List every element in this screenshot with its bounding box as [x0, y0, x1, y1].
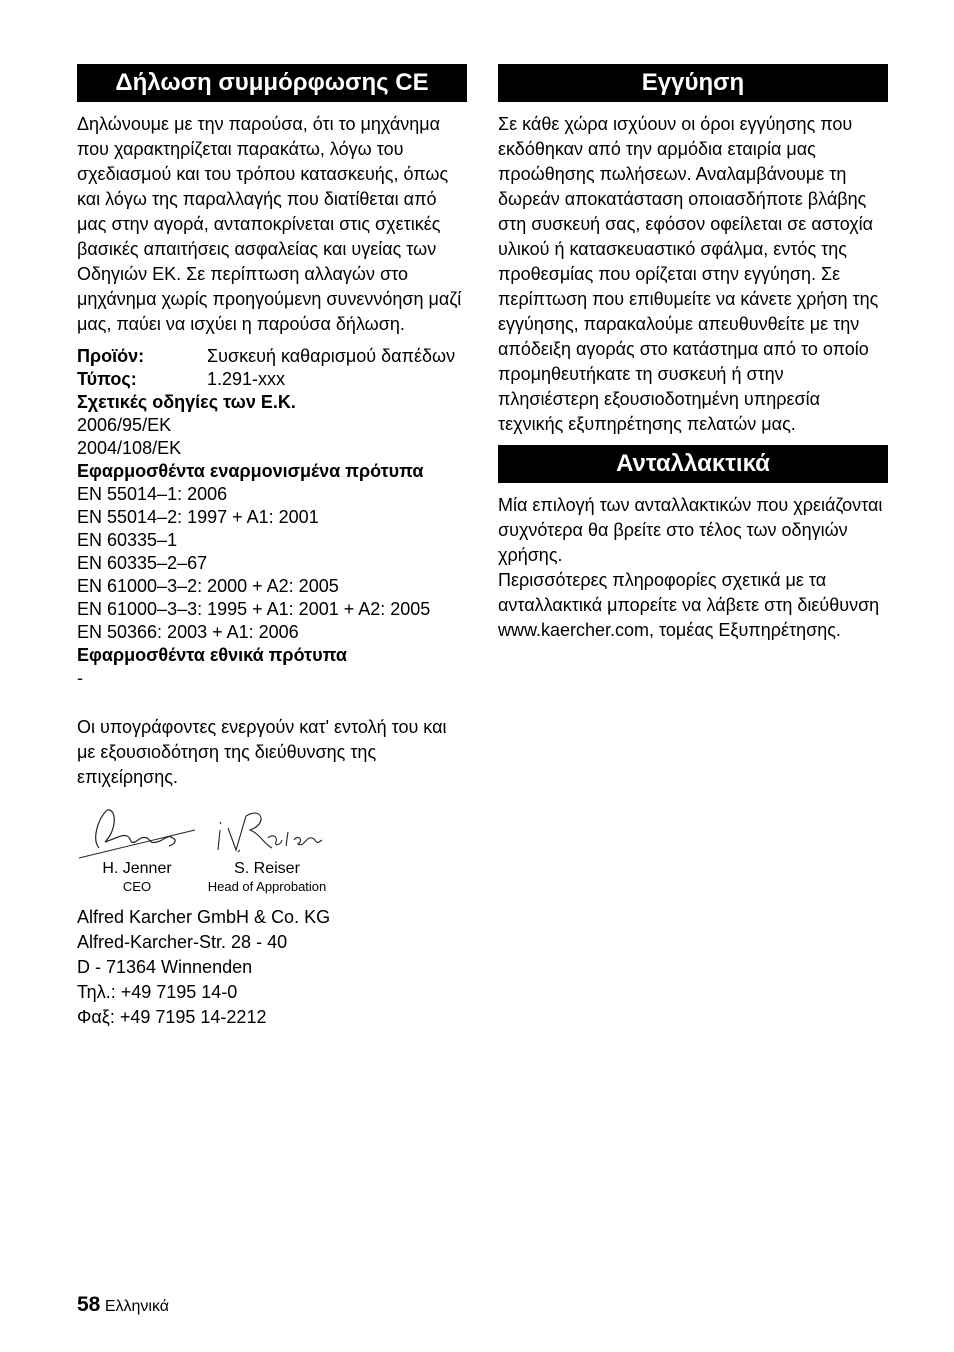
handwritten-signature-jenner — [77, 800, 197, 860]
type-row — [77, 368, 467, 391]
signatories-statement: Οι υπογράφοντες ενεργούν κατ' εντολή του και με εξουσιοδότηση της διεύθυνσης της επιχείρησης. — [77, 717, 447, 787]
spare-parts-text: Μία επιλογή των ανταλλακτικών που χρειάζονται συχνότερα θα βρείτε στο τέλος των οδηγιών χρήσης. — [498, 495, 883, 565]
handwritten-signature-reiser — [202, 800, 332, 860]
declaration-heading: Δήλωση συμμόρφωσης CE — [77, 64, 467, 102]
signer-role: Head of Approbation — [207, 879, 327, 894]
standard-item: EN 61000–3–3: 1995 + A1: 2001 + A2: 2005 — [77, 599, 431, 619]
directive-item: 2006/95/EK — [77, 415, 172, 435]
standard-item: EN 60335–2–67 — [77, 553, 208, 573]
signer-role: CEO — [122, 879, 152, 894]
type-label: Τύπος: — [77, 369, 137, 389]
warranty-heading: Εγγύηση — [498, 64, 888, 102]
standard-item: EN 60335–1 — [77, 530, 178, 550]
spare-parts-info: Περισσότερες πληροφορίες σχετικά με τα ανταλλακτικά μπορείτε να λάβετε στη διεύθυνση www.kaercher.com, τομέας Εξυπηρέτησης. — [498, 570, 880, 640]
declaration-intro: Δηλώνουμε με την παρούσα, ότι το μηχάνημα που χαρακτηρίζεται παρακάτω, λόγω του σχεδιασμού και του τρόπου κατασκευής, όπως και λόγω της παραλλαγής που διατίθεται από μας στην αγορά, ανταποκρίνεται στις σχετικές βασικές απαιτήσεις ασφαλείας και υγείας των Οδηγιών ΕΚ. Σε περίπτωση αλλαγών στο μηχάνημα χωρίς προηγούμενη συνεννόηση μαζί μας, παύει να ισχύει η παρούσα δήλωση. — [77, 114, 462, 334]
warranty-text: Σε κάθε χώρα ισχύουν οι όροι εγγύησης που εκδόθηκαν από την αρμόδια εταιρία μας προώθησης πωλήσεων. Αναλαμβάνουμε τη δωρεάν αποκατάσταση οποιασδήποτε βλάβης στη συσκευή σας, εφόσον οφείλεται σε αστοχία υλικού ή κατασκευαστικό σφάλμα, εντός της προθεσμίας που ορίζεται στην εγγύηση. Σε περίπτωση που επιθυμείτε να κάνετε χρήση της εγγύησης, παρακαλούμε απευθυνθείτε με την απόδειξη αγοράς στο κατάστημα από το οποίο προμηθευτήκατε τη συσκευή ή στην πλησιέστερη εξουσιοδοτημένη υπηρεσία τεχνικής εξυπηρέτησης πελατών μας. — [498, 114, 879, 434]
signer-name: S. Reiser — [234, 860, 300, 877]
harmonized-standards-label: Εφαρμοσθέντα εναρμονισμένα πρότυπα — [77, 461, 424, 481]
product-row — [77, 345, 467, 368]
address-line: Τηλ.: +49 7195 14-0 — [77, 982, 238, 1002]
spare-parts-heading: Ανταλλακτικά — [498, 445, 888, 483]
type-value: 1.291-xxx — [207, 369, 286, 389]
footer-language: Ελληνικά — [104, 1298, 169, 1315]
product-value: Συσκευή καθαρισμού δαπέδων — [207, 346, 456, 366]
standard-item: EN 50366: 2003 + A1: 2006 — [77, 622, 299, 642]
standard-item: EN 55014–2: 1997 + A1: 2001 — [77, 507, 319, 527]
signature-reiser — [202, 800, 332, 896]
national-standards-value: - — [77, 668, 83, 688]
standard-item: EN 61000–3–2: 2000 + A2: 2005 — [77, 576, 339, 596]
product-label: Προϊόν: — [77, 346, 145, 366]
signature-jenner — [77, 800, 197, 896]
national-standards-label: Εφαρμοσθέντα εθνικά πρότυπα — [77, 645, 347, 665]
declaration-column — [77, 64, 467, 1030]
directive-item: 2004/108/EK — [77, 438, 182, 458]
page-number: 58 — [77, 1293, 101, 1316]
address-line: Alfred Karcher GmbH & Co. KG — [77, 907, 331, 927]
warranty-parts-column — [498, 64, 888, 643]
product-spec-block — [77, 345, 467, 690]
company-address — [77, 905, 467, 1030]
signatures-block — [77, 800, 467, 905]
address-line: D - 71364 Winnenden — [77, 957, 253, 977]
address-line: Φαξ: +49 7195 14-2212 — [77, 1007, 267, 1027]
address-line: Alfred-Karcher-Str. 28 - 40 — [77, 932, 288, 952]
standard-item: EN 55014–1: 2006 — [77, 484, 228, 504]
directives-label: Σχετικές οδηγίες των Ε.Κ. — [77, 392, 296, 412]
signer-name: H. Jenner — [102, 860, 172, 877]
page-footer — [77, 1293, 169, 1317]
